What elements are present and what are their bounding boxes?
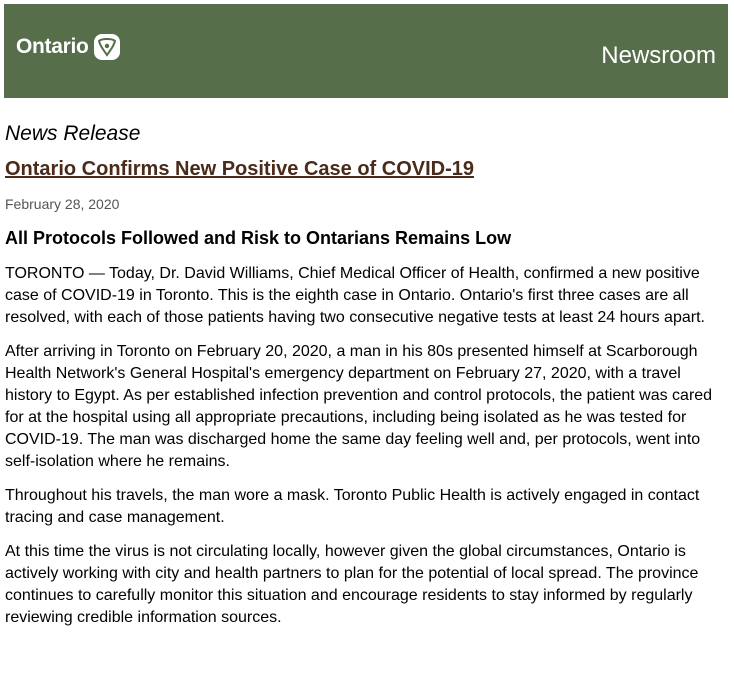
article-title-link[interactable]: Ontario Confirms New Positive Case of COVID-19 — [5, 158, 474, 180]
trillium-icon — [94, 34, 120, 60]
article-subhead: All Protocols Followed and Risk to Ontarians Remains Low — [5, 228, 512, 248]
article-date: February 28, 2020 — [5, 196, 120, 212]
paragraph: Throughout his travels, the man wore a mask. Toronto Public Health is actively engaged in contact tracing and case management. — [5, 487, 700, 526]
paragraph: At this time the virus is not circulating locally, however given the global circumstances, Ontario is actively working with city and health partners to plan for the potential of local spread. The province continues to carefully monitor this situation and encourage residents to stay informed by regularly reviewing credible information sources. — [5, 543, 699, 626]
paragraph: TORONTO — Today, Dr. David Williams, Chief Medical Officer of Health, confirmed a new positive case of COVID-19 in Toronto. This is the eighth case in Ontario. Ontario's first three cases are all resolved, with each of those patients having two consecutive negative tests at least 24 hours apart. — [5, 265, 705, 326]
news-release-label: News Release — [5, 122, 141, 145]
ontario-logo[interactable] — [16, 34, 120, 60]
logo-text: Ontario — [16, 35, 89, 58]
newsroom-label[interactable]: Newsroom — [601, 42, 716, 69]
header-banner — [4, 4, 728, 98]
article — [5, 122, 727, 641]
paragraph: After arriving in Toronto on February 20, 2020, a man in his 80s presented himself at Scarborough Health Network's General Hospital's emergency department on February 27, 2020, with a travel history to Egypt. As per established infection prevention and control protocols, the patient was cared for at the hospital using all appropriate precautions, including being isolated as he was tested for COVID-19. The man was discharged home the same day feeling well and, per protocols, went into self-isolation where he remains. — [5, 343, 713, 470]
